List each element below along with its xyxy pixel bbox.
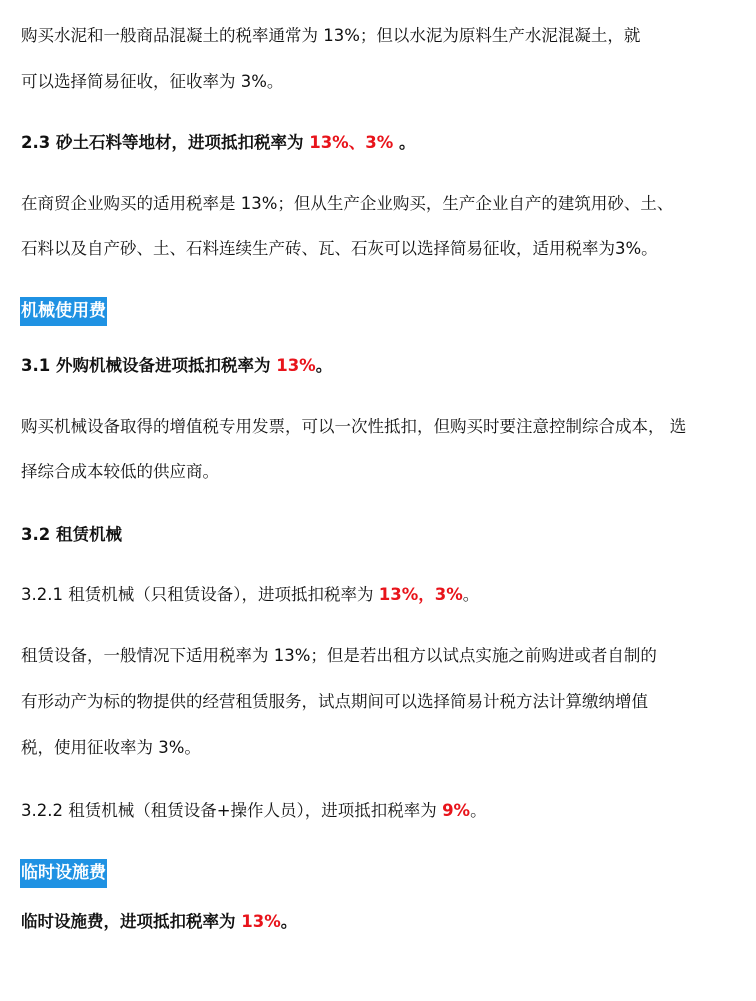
paragraph-line: 购买机械设备取得的增值税专用发票，可以一次性抵扣，但购买时要注意控制综合成本， 选 bbox=[21, 417, 687, 436]
subheading-3-1 bbox=[21, 354, 332, 378]
tax-rate: 9% bbox=[442, 801, 471, 820]
paragraph-line: 租赁设备，一般情况下适用税率为 13%；但是若出租方以试点实施之前购进或者自制的 bbox=[21, 646, 657, 665]
subheading-3-2-2 bbox=[21, 799, 487, 823]
tax-rate: 13%、3% bbox=[309, 133, 394, 152]
tax-rate: 13% bbox=[241, 912, 281, 931]
subheading-3-2: 3.2 租赁机械 bbox=[21, 525, 122, 544]
subheading-text: 3.1 外购机械设备进项抵扣税率为 bbox=[21, 356, 277, 375]
subheading-end: 。 bbox=[315, 356, 333, 375]
paragraph-line: 可以选择简易征收，征收率为 3%。 bbox=[21, 72, 284, 91]
subheading-text: 临时设施费，进项抵扣税率为 bbox=[21, 912, 242, 931]
tax-rate: 13%，3% bbox=[378, 585, 463, 604]
paragraph-line: 择综合成本较低的供应商。 bbox=[21, 462, 219, 481]
paragraph-line: 税，使用征收率为 3%。 bbox=[21, 738, 201, 757]
subheading-end: 。 bbox=[280, 912, 298, 931]
subheading-end: 。 bbox=[470, 801, 487, 820]
subheading-end: 。 bbox=[462, 585, 480, 604]
paragraph-line: 有形动产为标的物提供的经营租赁服务，试点期间可以选择简易计税方法计算缴纳增值 bbox=[21, 692, 648, 711]
subheading-text: 2.3 砂土石料等地材，进项抵扣税率为 bbox=[21, 133, 310, 152]
subheading-2-3 bbox=[21, 131, 415, 155]
section-heading-machinery: 机械使用费 bbox=[20, 297, 107, 326]
tax-rate: 13% bbox=[276, 356, 316, 375]
paragraph-line: 购买水泥和一般商品混凝土的税率通常为 13%；但以水泥为原料生产水泥混凝土，就 bbox=[21, 26, 641, 45]
subheading-text: 3.2.2 租赁机械（租赁设备+操作人员），进项抵扣税率为 bbox=[21, 801, 443, 820]
subheading-text: 3.2.1 租赁机械（只租赁设备），进项抵扣税率为 bbox=[21, 585, 379, 604]
temporary-facilities-rate bbox=[21, 910, 297, 934]
subheading-end: 。 bbox=[393, 133, 416, 152]
subheading-3-2-1 bbox=[21, 583, 479, 607]
paragraph-line: 在商贸企业购买的适用税率是 13%；但从生产企业购买，生产企业自产的建筑用砂、土、 bbox=[21, 194, 674, 213]
paragraph-line: 石料以及自产砂、土、石料连续生产砖、瓦、石灰可以选择简易征收，适用税率为3%。 bbox=[21, 239, 658, 258]
section-heading-temporary-facilities: 临时设施费 bbox=[20, 859, 107, 888]
